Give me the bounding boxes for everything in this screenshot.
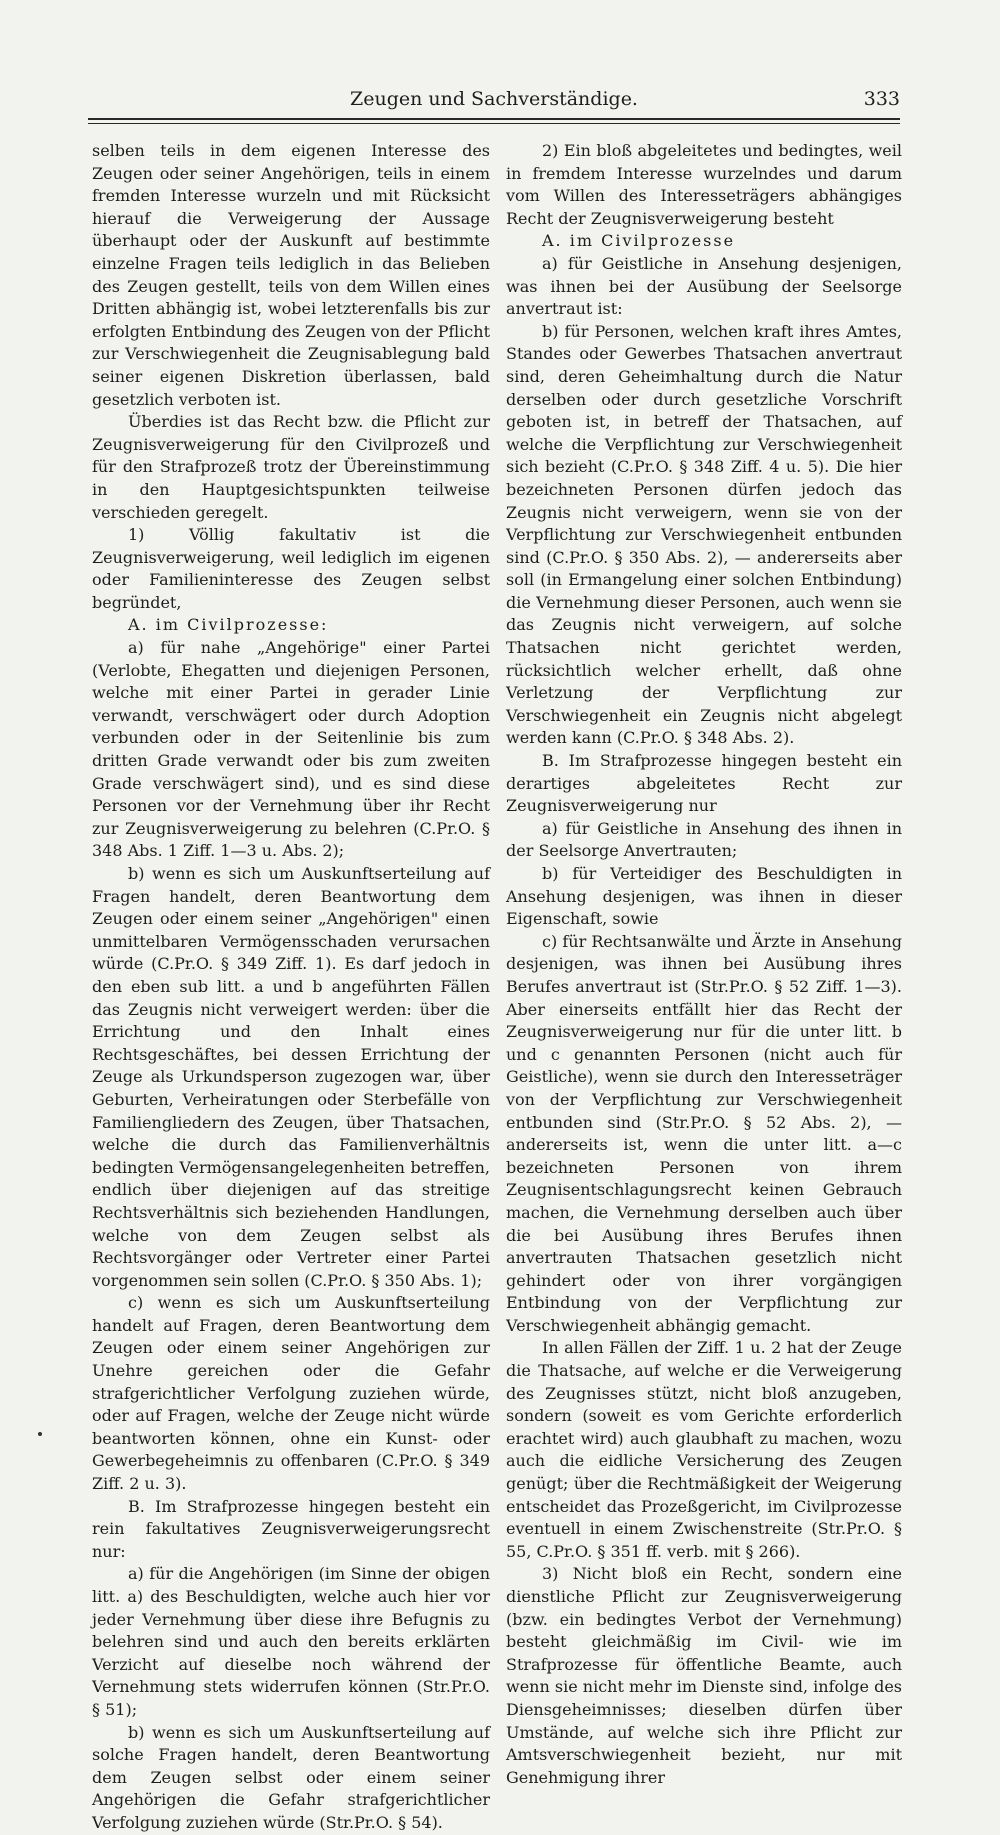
paragraph: b) für Verteidiger des Beschuldigten in Ansehung desjenigen, was ihnen in dieser Eigenschaft, sowie [506, 864, 902, 929]
paragraph: a) für Geistliche in Ansehung des ihnen in der Seelsorge Anvertrauten; [506, 818, 902, 861]
paragraph: selben teils in dem eigenen Interesse des Zeugen oder seiner Angehörigen, teils in einem fremden Interesse wurzeln und mit Rücksicht hierauf die Verweigerung der Aussage überhaupt oder der Auskunft auf bestimmte einzelne Fragen teils lediglich in das Belieben des Zeugen gestellt, teils von dem Willen eines Dritten abhängig ist, wobei letzterenfalls bis zur erfolgten Entbindung des Zeugen von der Pflicht zur Verschwiegenheit die Zeugnisablegung bald seiner eigenen Diskretion überlassen, bald gesetzlich verboten ist. [92, 141, 490, 409]
paragraph: b) wenn es sich um Auskunftserteilung auf solche Fragen handelt, deren Beantwortung dem Zeugen selbst oder einem seiner Angehörigen die Gefahr strafgerichtlicher Verfolgung zuziehen würde (Str.Pr.O. § 54). [92, 1722, 490, 1832]
paragraph: b) wenn es sich um Auskunftserteilung auf Fragen handelt, deren Beantwortung dem Zeugen oder einem seiner „Angehörigen" einen unmittelbaren Vermögensschaden verursachen würde (C.Pr.O. § 349 Ziff. 1). Es darf jedoch in den eben sub litt. a und b angeführten Fällen das Zeugnis nicht verweigert werden: über die Errichtung und den Inhalt eines Rechtsgeschäftes, bei dessen Errichtung der Zeuge als Urkundsperson zugezogen war, über Geburten, Verheiratungen oder Sterbefälle von Familiengliedern des Zeugen, über Thatsachen, welche die durch das Familienverhältnis bedingten Vermögensangelegenheiten betreffen, endlich über diejenigen auf das streitige Rechtsverhältnis sich beziehenden Handlungen, welche von dem Zeugen selbst als Rechtsvorgänger oder Vertreter einer Partei vorgenommen sein sollen (C.Pr.O. § 350 Abs. 1); [92, 864, 490, 1290]
left-column [92, 140, 490, 1835]
paragraph: In allen Fällen der Ziff. 1 u. 2 hat der Zeuge die Thatsache, auf welche er die Verweigerung des Zeugnisses stützt, nicht bloß anzugeben, sondern (soweit es vom Gerichte erforderlich erachtet wird) auch glaubhaft zu machen, wozu auch die eidliche Versicherung des Zeugen genügt; über die Rechtmäßigkeit der Weigerung entscheidet das Prozeßgericht, im Civilprozesse eventuell in einem Zwischenstreite (Str.Pr.O. § 55, C.Pr.O. § 351 ff. verb. mit § 266). [506, 1338, 902, 1561]
paragraph: a) für nahe „Angehörige" einer Partei (Verlobte, Ehegatten und diejenigen Personen, welche mit einer Partei in gerader Linie verwandt, verschwägert oder durch Adoption verbunden oder in der Seitenlinie bis zum dritten Grade verwandt oder bis zum zweiten Grade verschwägert sind), und es sind diese Personen vor der Vernehmung über ihr Recht zur Zeugnisverweigerung zu belehren (C.Pr.O. § 348 Abs. 1 Ziff. 1—3 u. Abs. 2); [92, 638, 490, 861]
paragraph: B. Im Strafprozesse hingegen besteht ein derartiges abgeleitetes Recht zur Zeugnisverweigerung nur [506, 751, 902, 816]
running-header [88, 88, 900, 110]
paragraph: a) für Geistliche in Ansehung desjenigen, was ihnen bei der Ausübung der Seelsorge anvertraut ist: [506, 253, 902, 319]
paragraph: A. im Civilprozesse: [128, 615, 329, 635]
paragraph: c) für Rechtsanwälte und Ärzte in Ansehung desjenigen, was ihnen bei Ausübung ihres Berufes anvertraut ist (Str.Pr.O. § 52 Ziff. 1—3). Aber einerseits entfällt hier das Recht der Zeugnisverweigerung nur für die unter litt. b und c genannten Personen (nicht auch für Geistliche), wenn sie durch den Interesseträger von der Verpflichtung zur Verschwiegenheit entbunden sind (Str.Pr.O. § 52 Abs. 2), — andererseits ist, wenn die unter litt. a—c bezeichneten Personen von ihrem Zeugnisentschlagungsrecht keinen Gebrauch machen, die Vernehmung derselben auch über die bei Ausübung ihres Berufes ihnen anvertrauten Thatsachen gesetzlich nicht gehindert oder von ihrer vorgängigen Entbindung von der Verpflichtung zur Verschwiegenheit abhängig gemacht. [506, 931, 902, 1335]
header-rule-thick [88, 118, 900, 120]
paper-speck [38, 1432, 42, 1436]
paragraph: Überdies ist das Recht bzw. die Pflicht zur Zeugnisverweigerung für den Civilprozeß und für den Strafprozeß trotz der Übereinstimmung in den Hauptgesichtspunkten teilweise verschieden geregelt. [92, 412, 490, 522]
paragraph: a) für die Angehörigen (im Sinne der obigen litt. a) des Beschuldigten, welche auch hier vor jeder Vernehmung über diese ihre Befugnis zu belehren sind und auch den bereits erklärten Verzicht auf dieselbe noch während der Vernehmung stets widerrufen können (Str.Pr.O. § 51); [92, 1564, 490, 1719]
paragraph: 2) Ein bloß abgeleitetes und bedingtes, weil in fremdem Interesse wurzelndes und darum vom Willen des Interesseträgers abhängiges Recht der Zeugnisverweigerung besteht [506, 141, 902, 228]
paragraph: B. Im Strafprozesse hingegen besteht ein rein fakultatives Zeugnisverweigerungsrecht nur: [92, 1496, 490, 1561]
paragraph: A. im Civilprozesse [542, 231, 736, 251]
header-rule-thin [88, 123, 900, 124]
paragraph: c) wenn es sich um Auskunftserteilung handelt auf Fragen, deren Beantwortung dem Zeugen oder einem seiner Angehörigen zur Unehre gereichen oder die Gefahr strafgerichtlicher Verfolgung zuziehen würde, oder auf Fragen, welche der Zeuge nicht würde beantworten können, ohne ein Kunst- oder Gewerbegeheimnis zu offenbaren (C.Pr.O. § 349 Ziff. 2 u. 3). [92, 1293, 490, 1494]
right-column [506, 140, 902, 1789]
paragraph: 3) Nicht bloß ein Recht, sondern eine dienstliche Pflicht zur Zeugnisverweigerung (bzw. ein bedingtes Verbot der Vernehmung) besteht gleichmäßig im Civil- wie im Strafprozesse für öffentliche Beamte, auch wenn sie nicht mehr im Dienste sind, infolge des Diensgeheimnisses; dieselben dürfen über Umstände, auf welche sich ihre Pflicht zur Amtsverschwiegenheit bezieht, nur mit Genehmigung ihrer [506, 1564, 902, 1787]
paragraph: 1) Völlig fakultativ ist die Zeugnisverweigerung, weil lediglich im eigenen oder Familieninteresse des Zeugen selbst begründet, [92, 525, 490, 612]
page-number: 333 [863, 88, 900, 110]
running-title: Zeugen und Sachverständige. [350, 88, 638, 110]
paragraph: b) für Personen, welchen kraft ihres Amtes, Standes oder Gewerbes Thatsachen anvertraut sind, deren Geheimhaltung durch die Natur derselben oder durch gesetzliche Vorschrift geboten ist, in betreff der Thatsachen, auf welche die Verpflichtung zur Verschwiegenheit sich bezieht (C.Pr.O. § 348 Ziff. 4 u. 5). Die hier bezeichneten Personen dürfen jedoch das Zeugnis nicht verweigern, wenn sie von der Verpflichtung zur Verschwiegenheit entbunden sind (C.Pr.O. § 350 Abs. 2), — andererseits aber soll (in Ermangelung einer solchen Entbindung) die Vernehmung dieser Personen, auch wenn sie das Zeugnis nicht verweigern, auf solche Thatsachen nicht gerichtet werden, rücksichtlich welcher erhellt, daß ohne Verletzung der Verpflichtung zur Verschwiegenheit ein Zeugnis nicht abgelegt werden kann (C.Pr.O. § 348 Abs. 2). [506, 321, 902, 748]
